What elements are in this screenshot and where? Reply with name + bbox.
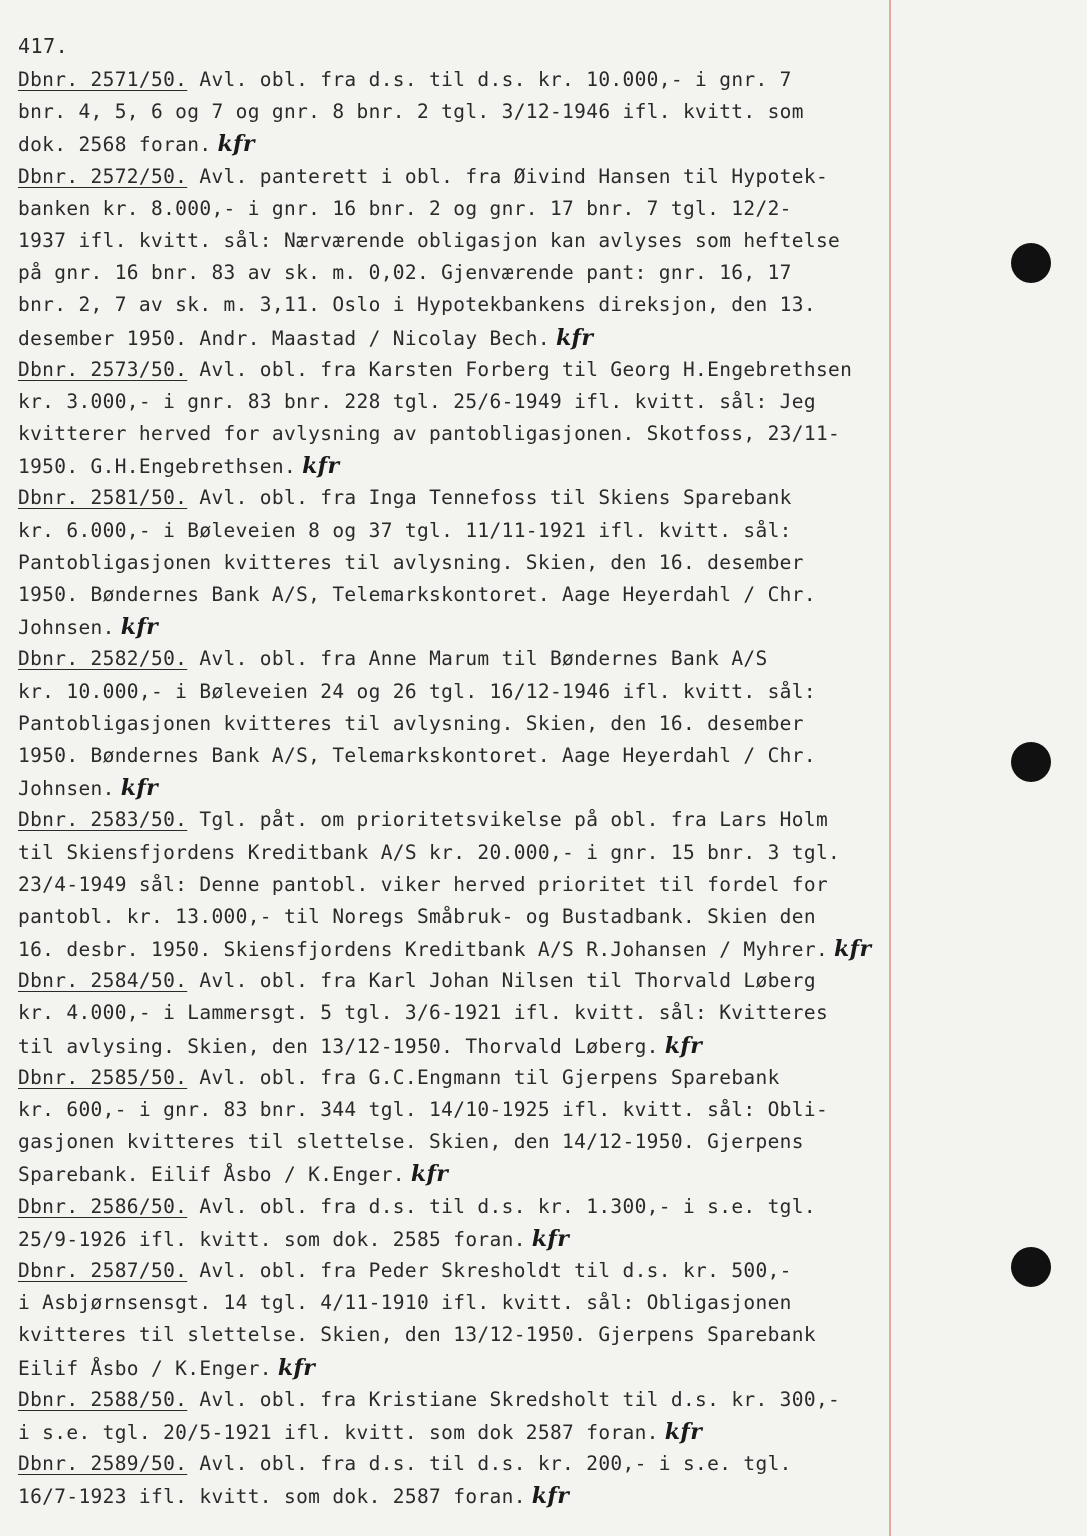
entry-line <box>18 1384 898 1416</box>
entry-text: 16/7-1923 ifl. kvitt. som dok. 2587 foran. <box>18 1485 526 1509</box>
entry-line <box>18 1126 898 1158</box>
dbnr-number: Dbnr. 2585/50. <box>18 1065 188 1089</box>
entry-line <box>18 161 898 193</box>
entry-line <box>18 418 898 450</box>
entry-line <box>18 804 898 836</box>
entry-line <box>18 64 898 96</box>
entry-text: Sparebank. Eilif Åsbo / K.Enger. <box>18 1163 405 1187</box>
entry-line <box>18 1319 898 1351</box>
entry-line <box>18 386 898 418</box>
entry-line <box>18 257 898 289</box>
entry-text: 1937 ifl. kvitt. sål: Nærværende obligasjon kan avlyses som heftelse <box>18 228 841 252</box>
entry-text: Avl. panterett i obl. fra Øivind Hansen til Hypotek- <box>187 164 829 188</box>
register-entry <box>18 804 898 965</box>
entry-line <box>18 482 898 514</box>
entry-text: Avl. obl. fra Karl Johan Nilsen til Thorvald Løberg <box>187 969 816 993</box>
handwritten-initials: kfr <box>664 1418 703 1445</box>
dbnr-number: Dbnr. 2573/50. <box>18 357 188 381</box>
entry-line <box>18 193 898 225</box>
entry-line <box>18 933 898 965</box>
entry-text: til Skiensfjordens Kreditbank A/S kr. 20.000,- i gnr. 15 bnr. 3 tgl. <box>18 840 841 864</box>
page-number: 417. <box>18 34 69 58</box>
entry-text: kr. 4.000,- i Lammersgt. 5 tgl. 3/6-1921 ifl. kvitt. sål: Kvitteres <box>18 1001 829 1025</box>
entry-text: dok. 2568 foran. <box>18 133 212 157</box>
entry-text: kr. 10.000,- i Bøleveien 24 og 26 tgl. 16/12-1946 ifl. kvitt. sål: <box>18 679 816 703</box>
entry-text: Avl. obl. fra G.C.Engmann til Gjerpens Sparebank <box>187 1065 780 1089</box>
register-entry <box>18 1448 898 1512</box>
punch-hole-top <box>1011 243 1051 283</box>
dbnr-number: Dbnr. 2572/50. <box>18 164 188 188</box>
entry-text: på gnr. 16 bnr. 83 av sk. m. 0,02. Gjenværende pant: gnr. 16, 17 <box>18 261 792 285</box>
entry-text: Avl. obl. fra d.s. til d.s. kr. 10.000,- i gnr. 7 <box>187 68 792 91</box>
entry-line <box>18 676 898 708</box>
handwritten-initials: kfr <box>120 614 159 641</box>
entry-line <box>18 515 898 547</box>
entry-text: Avl. obl. fra Kristiane Skredsholt til d.s. kr. 300,- <box>187 1387 841 1411</box>
entry-text: Pantobligasjonen kvitteres til avlysning. Skien, den 16. desember <box>18 550 804 574</box>
register-entry <box>18 1191 898 1255</box>
entry-text: Avl. obl. fra d.s. til d.s. kr. 200,- i s.e. tgl. <box>187 1452 792 1476</box>
register-entry <box>18 643 898 804</box>
entry-text: kvitterer herved for avlysning av pantobligasjonen. Skotfoss, 23/11- <box>18 422 841 446</box>
dbnr-number: Dbnr. 2588/50. <box>18 1387 188 1411</box>
entry-text: Avl. obl. fra Peder Skresholdt til d.s. kr. 500,- <box>187 1258 792 1282</box>
register-entry <box>18 1255 898 1384</box>
entry-text: Avl. obl. fra Inga Tennefoss til Skiens Sparebank <box>187 486 792 510</box>
dbnr-number: Dbnr. 2583/50. <box>18 808 188 832</box>
entry-text: bnr. 4, 5, 6 og 7 og gnr. 8 bnr. 2 tgl. 3/12-1946 ifl. kvitt. som <box>18 100 804 124</box>
entry-line <box>18 1223 898 1255</box>
entry-line <box>18 1094 898 1126</box>
register-entry <box>18 64 898 161</box>
entry-text: kvitteres til slettelse. Skien, den 13/12-1950. Gjerpens Sparebank <box>18 1323 816 1347</box>
entry-line <box>18 772 898 804</box>
handwritten-initials: kfr <box>531 1483 570 1510</box>
handwritten-initials: kfr <box>834 936 872 963</box>
entry-text: Johnsen. <box>18 616 115 640</box>
entry-text: 1950. G.H.Engebrethsen. <box>18 455 297 479</box>
entry-text: kr. 3.000,- i gnr. 83 bnr. 228 tgl. 25/6-1949 ifl. kvitt. sål: Jeg <box>18 389 816 413</box>
dbnr-number: Dbnr. 2584/50. <box>18 969 188 993</box>
entry-line <box>18 1448 898 1480</box>
entry-line <box>18 901 898 933</box>
entry-text: til avlysing. Skien, den 13/12-1950. Thorvald Løberg. <box>18 1034 659 1058</box>
entry-line <box>18 869 898 901</box>
register-entry <box>18 1384 898 1448</box>
entry-text: 16. desbr. 1950. Skiensfjordens Kreditbank A/S R.Johansen / Myhrer. <box>18 938 829 962</box>
entry-text: Avl. obl. fra Karsten Forberg til Georg H.Engebrethsen <box>187 357 853 381</box>
entry-text: Pantobligasjonen kvitteres til avlysning. Skien, den 16. desember <box>18 711 804 735</box>
entry-line <box>18 96 898 128</box>
entry-line <box>18 1416 898 1448</box>
entry-text: bnr. 2, 7 av sk. m. 3,11. Oslo i Hypotekbankens direksjon, den 13. <box>18 293 816 317</box>
entry-text: gasjonen kvitteres til slettelse. Skien, den 14/12-1950. Gjerpens <box>18 1130 804 1154</box>
entry-line <box>18 1352 898 1384</box>
handwritten-initials: kfr <box>277 1354 316 1381</box>
entry-text: Avl. obl. fra d.s. til d.s. kr. 1.300,- i s.e. tgl. <box>187 1194 816 1218</box>
entry-line <box>18 547 898 579</box>
register-entry <box>18 161 898 354</box>
entry-line <box>18 225 898 257</box>
register-entry <box>18 482 898 643</box>
register-entry <box>18 1062 898 1191</box>
entry-line <box>18 708 898 740</box>
handwritten-initials: kfr <box>664 1032 703 1059</box>
dbnr-number: Dbnr. 2586/50. <box>18 1194 188 1218</box>
entry-line <box>18 1480 898 1512</box>
entry-text: i s.e. tgl. 20/5-1921 ifl. kvitt. som dok 2587 foran. <box>18 1420 659 1444</box>
entry-line <box>18 1287 898 1319</box>
handwritten-initials: kfr <box>120 775 159 802</box>
handwritten-initials: kfr <box>531 1225 570 1252</box>
entry-text: Eilif Åsbo / K.Enger. <box>18 1356 272 1380</box>
punch-hole-middle <box>1011 742 1051 782</box>
entry-line <box>18 1062 898 1094</box>
entry-text: desember 1950. Andr. Maastad / Nicolay Bech. <box>18 326 550 350</box>
entry-line <box>18 1158 898 1190</box>
punch-hole-bottom <box>1011 1247 1051 1287</box>
entry-line <box>18 740 898 772</box>
entry-text: banken kr. 8.000,- i gnr. 16 bnr. 2 og gnr. 17 bnr. 7 tgl. 12/2- <box>18 196 792 220</box>
entry-line <box>18 965 898 997</box>
entry-text: Johnsen. <box>18 777 115 801</box>
entry-line <box>18 997 898 1029</box>
register-entry <box>18 965 898 1062</box>
dbnr-number: Dbnr. 2587/50. <box>18 1258 188 1282</box>
entry-text: 1950. Bøndernes Bank A/S, Telemarkskontoret. Aage Heyerdahl / Chr. <box>18 743 816 767</box>
entry-line <box>18 1030 898 1062</box>
entry-text: kr. 600,- i gnr. 83 bnr. 344 tgl. 14/10-1925 ifl. kvitt. sål: Obli- <box>18 1098 829 1121</box>
entry-text: 23/4-1949 sål: Denne pantobl. viker herved prioritet til fordel for <box>18 872 829 896</box>
entry-line <box>18 643 898 675</box>
entry-text: 1950. Bøndernes Bank A/S, Telemarkskontoret. Aage Heyerdahl / Chr. <box>18 583 816 606</box>
entry-text: Tgl. påt. om prioritetsvikelse på obl. fra Lars Holm <box>187 808 829 832</box>
dbnr-number: Dbnr. 2582/50. <box>18 647 188 671</box>
entry-line <box>18 1255 898 1287</box>
entry-text: kr. 6.000,- i Bøleveien 8 og 37 tgl. 11/11-1921 ifl. kvitt. sål: <box>18 518 792 542</box>
entry-text: i Asbjørnsensgt. 14 tgl. 4/11-1910 ifl. kvitt. sål: Obligasjonen <box>18 1291 792 1315</box>
entry-line <box>18 128 898 160</box>
entry-text: pantobl. kr. 13.000,- til Noregs Småbruk- og Bustadbank. Skien den <box>18 904 816 928</box>
register-entries <box>18 64 898 1512</box>
register-entry <box>18 354 898 483</box>
dbnr-number: Dbnr. 2589/50. <box>18 1452 188 1476</box>
entry-line <box>18 1191 898 1223</box>
handwritten-initials: kfr <box>555 324 594 351</box>
entry-line <box>18 450 898 482</box>
entry-line <box>18 289 898 321</box>
handwritten-initials: kfr <box>217 131 255 158</box>
entry-line <box>18 611 898 643</box>
dbnr-number: Dbnr. 2571/50. <box>18 68 188 91</box>
entry-line <box>18 322 898 354</box>
entry-text: Avl. obl. fra Anne Marum til Bøndernes Bank A/S <box>187 647 768 671</box>
entry-line <box>18 354 898 386</box>
entry-text: 25/9-1926 ifl. kvitt. som dok. 2585 foran. <box>18 1227 526 1251</box>
dbnr-number: Dbnr. 2581/50. <box>18 486 188 510</box>
handwritten-initials: kfr <box>410 1161 449 1188</box>
handwritten-initials: kfr <box>302 453 340 480</box>
entry-line <box>18 837 898 869</box>
entry-line <box>18 579 898 611</box>
